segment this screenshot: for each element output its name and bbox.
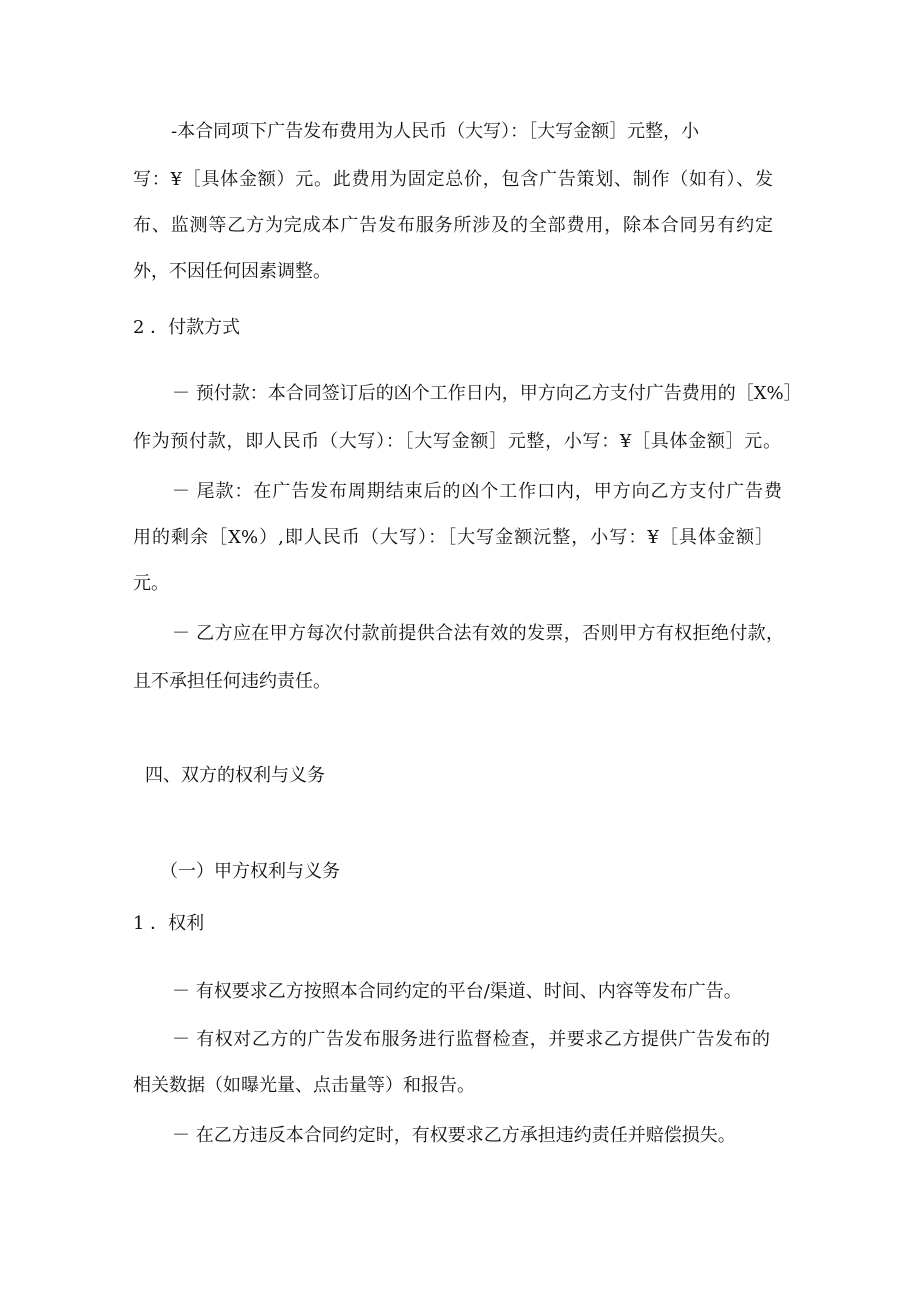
right-item-1: － 有权要求乙方按照本合同约定的平台/渠道、时间、内容等发布广告。 — [172, 981, 742, 1002]
advance-payment-line-2: 作为预付款，即人民币（大写）：［大写金额］元整，小写：¥［具体金额］元。 — [133, 431, 781, 452]
balance-payment-line-2: 用的剩余［X%）,即人民币（大写）：［大写金额沅整，小写：¥［具体金额］ — [133, 527, 773, 548]
payment-heading: 2 ．付款方式 — [133, 317, 241, 338]
fee-line-3: 布、监测等乙方为完成本广告发布服务所涉及的全部费用，除本合同另有约定 — [133, 215, 773, 236]
fee-line-4: 外，不因任何因素调整。 — [133, 261, 331, 282]
right-item-2-line-1: － 有权对乙方的广告发布服务进行监督检查，并要求乙方提供广告发布的 — [172, 1029, 770, 1050]
balance-payment-line-3: 元。 — [133, 573, 169, 594]
invoice-line-1: － 乙方应在甲方每次付款前提供合法有效的发票，否则甲方有权拒绝付款， — [172, 623, 784, 644]
right-item-3: － 在乙方违反本合同约定时，有权要求乙方承担违约责任并赔偿损失。 — [172, 1125, 736, 1146]
right-item-2-line-2: 相关数据（如曝光量、点击量等）和报告。 — [133, 1075, 475, 1096]
advance-payment-line-1: － 预付款：本合同签订后的凶个工作日内，甲方向乙方支付广告费用的［X%］ — [172, 383, 802, 404]
invoice-line-2: 且不承担任何违约责任。 — [133, 671, 331, 692]
fee-line-1: -本合同项下广告发布费用为人民币（大写）：［大写金额］元整，小 — [171, 121, 700, 142]
party-a-subheading: （一）甲方权利与义务 — [160, 861, 340, 882]
balance-payment-line-1: － 尾款：在广告发布周期结束后的凶个工作口内，甲方向乙方支付广告费 — [172, 481, 782, 502]
section-4-heading: 四、双方的权利与义务 — [145, 765, 325, 786]
rights-heading: 1 ．权利 — [133, 913, 205, 934]
fee-line-2: 写：¥［具体金额）元。此费用为固定总价，包含广告策划、制作（如有）、发 — [133, 169, 773, 190]
